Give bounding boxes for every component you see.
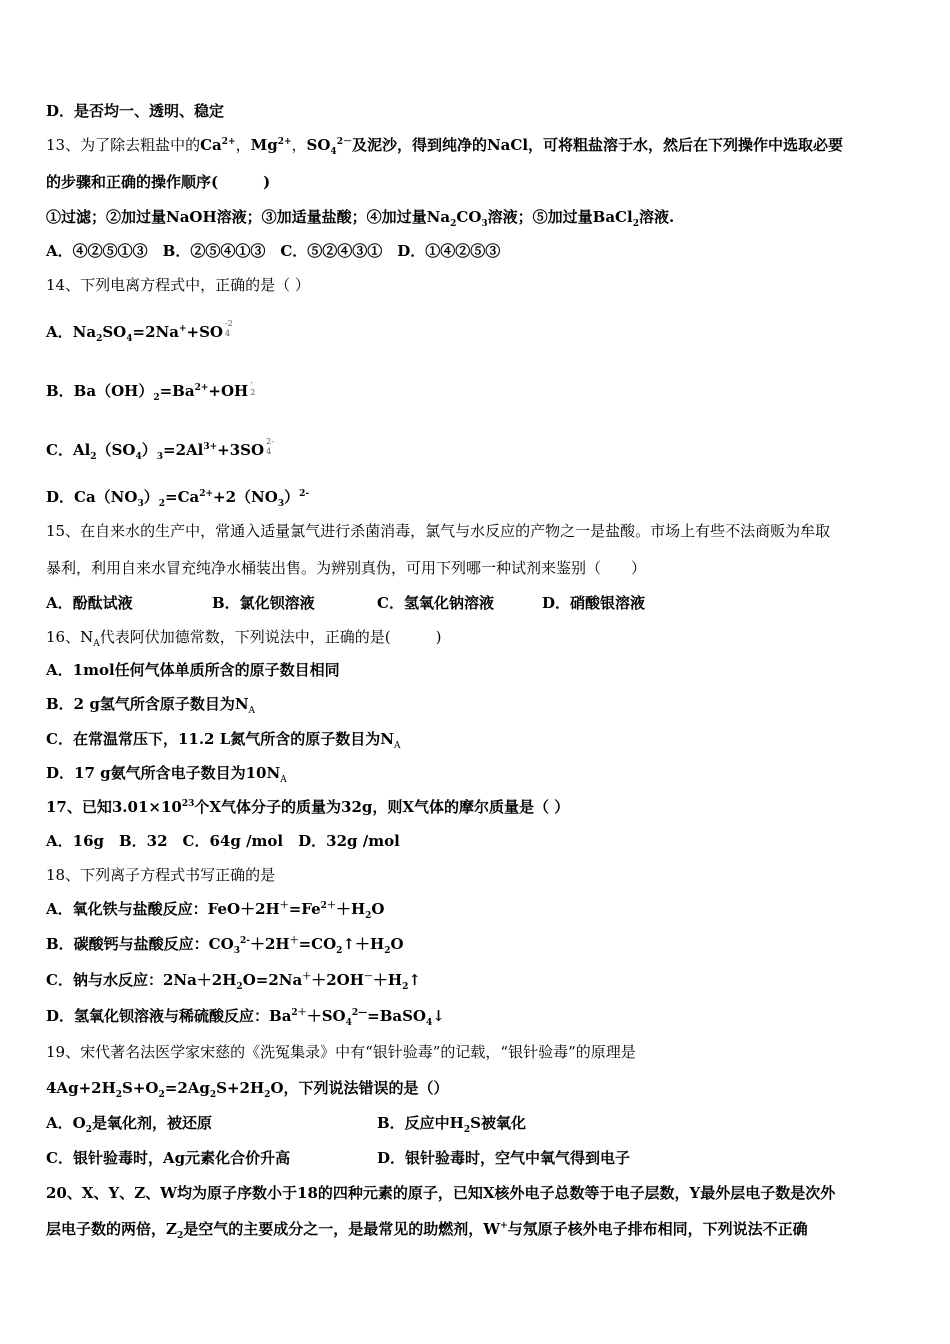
q20-l2-3: 与氖原子核外电子排布相同，下列说法不正确: [507, 1220, 808, 1238]
q18-option-b: [46, 934, 404, 954]
q14-b-1: B．Ba（OH）: [46, 382, 154, 400]
q14-d-3: =Ca: [165, 488, 200, 506]
q19-l2-5: O，下列说法错误的是（）: [270, 1079, 449, 1097]
q15-stem-line2: [46, 558, 646, 578]
q19-b-1: B．反应中H: [377, 1114, 464, 1132]
q13-mg: Mg: [250, 136, 278, 154]
q18-c-sub1: 2: [236, 982, 243, 992]
q14-b-charge: [250, 378, 255, 398]
q14-c-sub1: 2: [90, 452, 97, 462]
q14-d-sub1: 3: [137, 499, 144, 509]
q18-a-4: O: [371, 900, 385, 918]
q16-stem: [46, 627, 441, 647]
q12-option-d-text: D．是否均一、透明、稳定: [46, 102, 225, 120]
q18-option-a: [46, 899, 384, 919]
q18-d-sub1: 4: [345, 1018, 352, 1028]
q18-a-sub: 2: [365, 911, 372, 921]
q14-c-sup: 3+: [203, 442, 218, 452]
q19-d-text: D．银针验毒时，空气中氧气得到电子: [377, 1149, 631, 1167]
q17-stem-sup: 23: [181, 799, 195, 809]
q13-stem-line1: [46, 135, 843, 155]
q18-b-1: B．碳酸钙与盐酸反应：CO: [46, 935, 234, 953]
q15-b-text: B．氯化钡溶液: [212, 594, 315, 612]
q15-option-b: [212, 593, 315, 613]
q13-sep2: ，: [291, 136, 307, 154]
q19-stem-line1: [46, 1042, 636, 1062]
q13-so4: SO: [306, 136, 331, 154]
q14-option-a: [46, 319, 233, 344]
q19-c-text: C．银针验毒时，Ag元素化合价升高: [46, 1149, 291, 1167]
q14-d-1: D．Ca（NO: [46, 488, 138, 506]
q14-c-charge: [266, 437, 274, 457]
q14-a-2: SO: [102, 323, 127, 341]
q17-stem-a: 17、已知3.01×10: [46, 798, 182, 816]
q18-d-3: =BaSO: [367, 1007, 426, 1025]
q13-ca-charge: 2+: [221, 137, 236, 147]
q18-b-sub3: 2: [384, 946, 391, 956]
q16-option-b: [46, 694, 255, 714]
q18-b-sub1: 3: [233, 946, 240, 956]
q14-option-b: [46, 378, 256, 403]
q14-c-sub3: 3: [156, 452, 163, 462]
q18-b-sub2: 2: [336, 946, 343, 956]
q14-b-3: +OH: [208, 382, 249, 400]
q14-stem: [46, 275, 310, 295]
q18-d-sup1: 2＋: [291, 1008, 307, 1018]
q13-stem-line2-text: 的步骤和正确的操作顺序( ): [46, 173, 271, 191]
q18-b-3: =CO: [298, 935, 337, 953]
q18-d-2: ＋SO: [306, 1007, 346, 1025]
q14-d-sup2: 2-: [299, 489, 310, 499]
q18-d-1: D．氢氧化钡溶液与稀硫酸反应：Ba: [46, 1007, 292, 1025]
q13-ops-c: 溶液；⑤加过量BaCl: [487, 208, 633, 226]
q19-l2-3: =2Ag: [164, 1079, 210, 1097]
q16-d-text: D．17 g氨气所含电子数目为10N: [46, 764, 281, 782]
q18-stem: [46, 865, 275, 885]
q17-options-text: A．16g B．32 C．64g /mol D．32g /mol: [46, 832, 400, 850]
q18-b-sup2: ＋: [289, 936, 299, 946]
q14-c-4: =2Al: [163, 441, 204, 459]
q19-l2-sub1: 2: [115, 1090, 123, 1100]
q16-b-sub: A: [248, 706, 256, 716]
q19-l2-sub4: 2: [264, 1090, 271, 1100]
q16-stem-a: 16、N: [46, 628, 94, 646]
q20-stem-line1: [46, 1183, 835, 1203]
q20-l2-sub: 2: [176, 1231, 184, 1241]
q14-b-sup: 2+: [194, 383, 209, 393]
q19-b-2: S被氧化: [470, 1114, 526, 1132]
q19-l2-2: S+O: [122, 1079, 159, 1097]
q14-a-4: +SO: [186, 323, 223, 341]
q14-d-4: +2（NO: [213, 488, 278, 506]
q15-c-text: C．氢氧化钠溶液: [377, 594, 494, 612]
q13-ca: Ca: [200, 136, 222, 154]
q13-mg-charge: 2+: [277, 137, 292, 147]
q12-option-d: [46, 101, 224, 121]
q18-option-c: [46, 970, 421, 990]
q18-c-2: O=2Na: [242, 971, 303, 989]
q14-c-2: （SO: [96, 441, 136, 459]
q19-option-a: [46, 1113, 212, 1133]
q14-b-charge-bot: 2: [250, 388, 256, 397]
q18-c-sub2: 2: [402, 982, 409, 992]
q13-ops-sub2: 3: [481, 219, 488, 229]
q20-l2-2: 是空气的主要成分之一，是最常见的助燃剂，W: [183, 1220, 501, 1238]
q18-b-5: O: [390, 935, 404, 953]
q16-b-text: B．2 g氢气所含原子数目为N: [46, 695, 249, 713]
q14-c-charge-top: 2-: [266, 437, 274, 446]
q13-so4-sub: 4: [330, 147, 337, 157]
q13-ops-a: ①过滤；②加过量NaOH溶液；③加适量盐酸；④加过量Na: [46, 208, 451, 226]
q19-l2-1: 4Ag+2H: [46, 1079, 116, 1097]
q19-a-1: A．O: [46, 1114, 86, 1132]
q15-option-c: [377, 593, 494, 613]
q19-l2-sub3: 2: [209, 1090, 217, 1100]
q18-c-1: C．钠与水反应：2Na＋2H: [46, 971, 237, 989]
q14-b-2: =Ba: [159, 382, 195, 400]
q15-option-a: [46, 593, 133, 613]
q18-a-2: =Fe: [288, 900, 321, 918]
q16-d-sub: A: [280, 775, 287, 785]
q13-so4-charge: 2－: [336, 137, 352, 147]
q20-l2-sup: +: [500, 1221, 508, 1231]
q19-option-d: [377, 1148, 630, 1168]
q16-option-a: [46, 660, 340, 680]
q16-stem-b: 代表阿伏加德常数，下列说法中，正确的是( ): [99, 628, 442, 646]
q14-option-d: [46, 487, 309, 507]
q19-l2-sub2: 2: [158, 1090, 165, 1100]
q13-sep1: ，: [235, 136, 251, 154]
q18-d-sup2: 2—: [351, 1008, 368, 1018]
q18-a-3: ＋H: [335, 900, 366, 918]
q18-b-sup1: 2-: [239, 936, 250, 946]
q18-option-d: [46, 1006, 445, 1026]
q18-a-sup1: ＋: [279, 901, 289, 911]
q19-a-2: 是氧化剂，被还原: [91, 1114, 212, 1132]
q15-stem-line1: [46, 521, 830, 541]
q13-operations: [46, 207, 674, 227]
q18-stem-text: 18、下列离子方程式书写正确的是: [46, 866, 276, 884]
q19-b-sub: 2: [463, 1125, 471, 1135]
q19-option-b: [377, 1113, 526, 1133]
q20-l2-1: 层电子数的两倍，Z: [46, 1220, 177, 1238]
q14-d-sub2: 2: [158, 499, 165, 509]
q17-options: [46, 831, 400, 851]
q13-ops-d: 溶液.: [638, 208, 675, 226]
q16-c-sub: A: [393, 741, 401, 751]
q14-d-sup1: 2+: [199, 489, 214, 499]
q14-c-charge-bot: 4: [266, 447, 272, 456]
q14-a-charge-top: -2: [224, 319, 233, 328]
q18-c-sup1: ＋: [302, 972, 312, 982]
q13-stem-text-2: 及泥沙，得到纯净的NaCl，可将粗盐溶于水，然后在下列操作中选取必要: [351, 136, 844, 154]
q13-stem-line2: [46, 172, 270, 192]
q15-line1-text: 15、在自来水的生产中，常通入适量氯气进行杀菌消毒，氯气与水反应的产物之一是盐酸。市场上有些不法商贩为牟取: [46, 522, 831, 540]
q19-stem-line2: [46, 1078, 449, 1098]
q18-c-3: ＋2OH: [311, 971, 364, 989]
q18-c-5: ↑: [408, 971, 421, 989]
q18-b-4: ↑＋H: [342, 935, 385, 953]
q18-d-sub2: 4: [426, 1018, 433, 1028]
q14-b-charge-top: -: [250, 378, 253, 387]
q18-b-2: ＋2H: [249, 935, 290, 953]
q17-stem-b: 个X气体分子的质量为32g，则X气体的摩尔质量是（ ）: [194, 798, 570, 816]
q18-a-sup2: 2＋: [320, 901, 336, 911]
q14-a-3: =2Na: [132, 323, 179, 341]
q14-a-sup1: +: [178, 324, 187, 334]
q13-ops-b: CO: [456, 208, 482, 226]
q17-stem: [46, 797, 569, 817]
q13-options-text: A．④②⑤①③ B．②⑤④①③ C．⑤②④③① D．①④②⑤③: [46, 242, 501, 260]
q13-ops-sub1: 2: [450, 219, 457, 229]
q14-c-1: C．Al: [46, 441, 91, 459]
q20-line1-text: 20、X、Y、Z、W均为原子序数小于18的四种元素的原子，已知X核外电子总数等于电子层数，Y最外层电子数是次外: [46, 1184, 836, 1202]
q15-option-d: [542, 593, 645, 613]
q14-d-2: ）: [143, 488, 159, 506]
q15-d-text: D．硝酸银溶液: [542, 594, 646, 612]
q16-option-d: [46, 763, 287, 783]
q19-line1-text: 19、宋代著名法医学家宋慈的《洗冤集录》中有“银针验毒”的记载，“银针验毒”的原理是: [46, 1043, 636, 1061]
q14-a-charge: [225, 319, 233, 339]
q14-a-charge-bot: 4: [224, 329, 231, 338]
q14-c-sub2: 4: [135, 452, 142, 462]
q16-option-c: [46, 729, 400, 749]
q13-ops-sub3: 2: [632, 219, 639, 229]
q19-option-c: [46, 1148, 290, 1168]
q14-a-1: A．Na: [46, 323, 97, 341]
q16-stem-sub: A: [93, 639, 100, 649]
q19-a-sub: 2: [85, 1125, 92, 1135]
q13-options: [46, 241, 500, 261]
q14-c-5: +3SO: [217, 441, 265, 459]
q15-line2-text: 暴利，利用自来水冒充纯净水桶装出售。为辨别真伪，可用下列哪一种试剂来鉴别（ ）: [46, 559, 647, 577]
q16-c-text: C．在常温常压下，11.2 L氮气所含的原子数目为N: [46, 730, 394, 748]
q18-c-4: ＋H: [372, 971, 403, 989]
q16-a-text: A．1mol任何气体单质所含的原子数目相同: [46, 661, 340, 679]
q20-stem-line2: [46, 1219, 808, 1239]
q18-a-1: A．氧化铁与盐酸反应：FeO＋2H: [46, 900, 280, 918]
q18-c-sup2: －: [363, 972, 373, 982]
q14-d-5: ）: [284, 488, 300, 506]
q14-a-sub2: 4: [126, 334, 133, 344]
q14-option-c: [46, 437, 274, 462]
q14-b-sub: 2: [153, 393, 160, 403]
q14-stem-text: 14、下列电离方程式中，正确的是（ ）: [46, 276, 310, 294]
q15-a-text: A．酚酞试液: [46, 594, 133, 612]
q14-a-sub1: 2: [96, 334, 103, 344]
q19-l2-4: S+2H: [216, 1079, 265, 1097]
q14-c-3: ）: [141, 441, 157, 459]
q13-stem-text: 13、为了除去粗盐中的: [46, 136, 201, 154]
q14-d-sub3: 3: [277, 499, 285, 509]
q18-d-4: ↓: [432, 1007, 445, 1025]
